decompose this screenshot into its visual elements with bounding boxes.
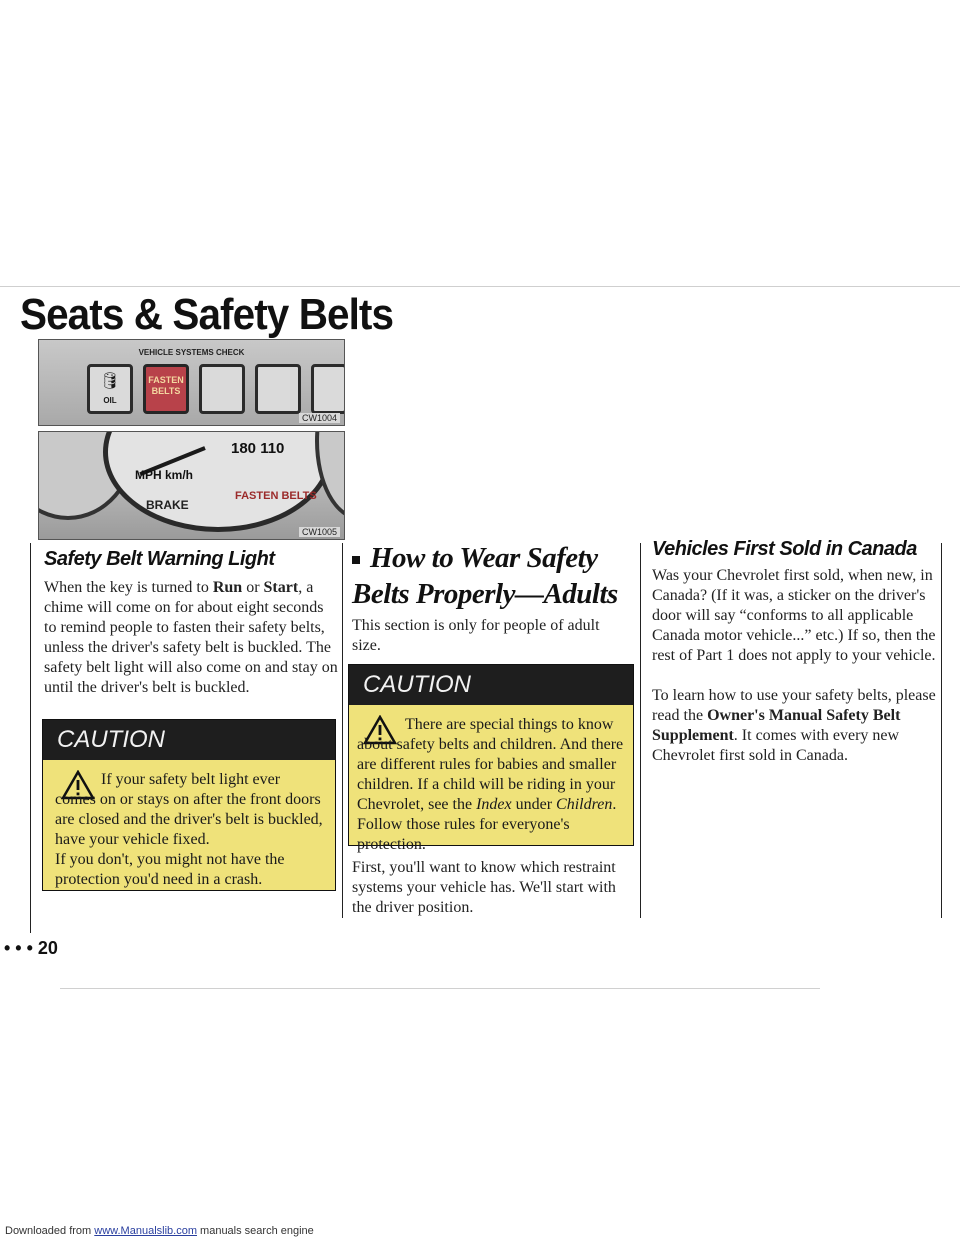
right-margin-rule [941, 543, 942, 918]
illustration-code: CW1004 [299, 413, 340, 423]
header-rule [0, 286, 960, 287]
blank-indicator-2 [255, 364, 301, 414]
caution-box-2 [348, 664, 634, 853]
section-title: Seats & Safety Belts [20, 290, 394, 339]
restraint-paragraph: First, you'll want to know which restraint systems your vehicle has. We'll start with the driver position. [352, 859, 616, 916]
speed-scale: 180 110 [231, 440, 285, 457]
caution-title-2: CAUTION [349, 665, 633, 705]
caution-title-1: CAUTION [43, 720, 335, 760]
seatbelt-indicator [143, 364, 189, 414]
bullet-square-icon [352, 556, 360, 564]
how-to-wear-heading: How to Wear Safety Belts Properly—Adults [352, 542, 618, 610]
canada-heading: Vehicles First Sold in Canada [652, 538, 917, 560]
caution-text-2: There are special things to know about safety belts and children. And there are different rules for babies and smaller children. If a child will be riding in your Chevrolet, see the Index under Children. Follow those rules for everyone's protection. [357, 716, 624, 853]
column1-rule [30, 543, 31, 933]
seatbelt-indicator-label: FASTEN BELTS [148, 375, 184, 396]
blank-indicator-3 [311, 364, 345, 414]
caution-box-1 [42, 719, 336, 891]
column2-rule [342, 543, 343, 918]
canada-paragraph-2: To learn how to use your safety belts, please read the Owner's Manual Safety Belt Supplement. It comes with every new Chevrolet first sold in Canada. [652, 687, 936, 764]
right-gauge [315, 431, 345, 520]
systems-check-illustration [38, 339, 345, 426]
page-number: • • • 20 [4, 938, 58, 958]
illustration-code: CW1005 [299, 527, 340, 537]
warning-light-heading: Safety Belt Warning Light [44, 548, 275, 570]
manualslib-link[interactable]: www.Manualslib.com [94, 1225, 197, 1237]
canada-paragraph-1: Was your Chevrolet first sold, when new, in Canada? (If it was, a sticker on the driver's door will say “conforms to all applicable Canada motor vehicle...” etc.) If so, then the rest of Part 1 does not apply to your vehicle. [652, 567, 936, 664]
systems-check-label: VEHICLE SYSTEMS CHECK [138, 348, 245, 357]
speed-units: MPH km/h [135, 468, 194, 482]
brake-label: BRAKE [146, 498, 189, 512]
oil-indicator-label: OIL [103, 396, 117, 405]
speedometer-illustration [38, 431, 345, 540]
caution-text-1a: If your safety belt light ever comes on or stays on after the front doors are closed and the driver's belt is buckled, have your vehicle fixed. [55, 771, 323, 848]
blank-indicator-1 [199, 364, 245, 414]
adult-intro: This section is only for people of adult size. [352, 617, 600, 654]
oil-can-icon: 🛢 [99, 373, 121, 390]
fasten-belts-label: FASTEN BELTS [235, 490, 317, 502]
bottom-rule [60, 988, 820, 989]
warning-light-paragraph: When the key is turned to Run or Start, a chime will come on for about eight seconds to remind people to fasten their safety belts, unless the driver's safety belt is buckled. The safety belt light will also come on and stay on until the driver's belt is buckled. [44, 579, 338, 696]
column3-rule [640, 543, 641, 918]
caution-text-1b: If you don't, you might not have the protection you'd need in a crash. [55, 851, 285, 888]
download-footer: Downloaded from www.Manualslib.com manuals search engine [5, 1225, 314, 1237]
oil-indicator [87, 364, 133, 414]
